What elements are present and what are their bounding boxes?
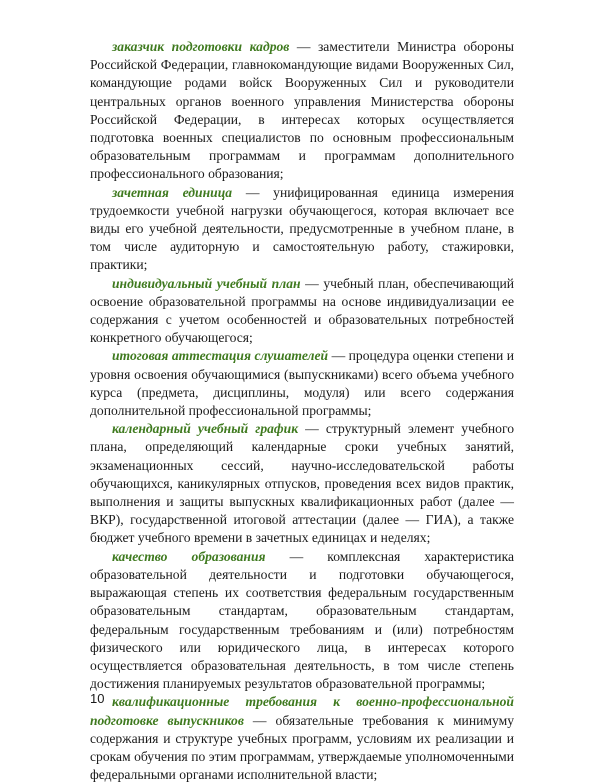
glossary-term: календарный учебный график bbox=[112, 421, 299, 437]
glossary-term: зачетная единица bbox=[112, 184, 233, 200]
document-page bbox=[90, 38, 514, 784]
page-number: 10 bbox=[90, 691, 105, 706]
glossary-entry bbox=[90, 184, 514, 275]
glossary-term: индивидуальный учебный план bbox=[112, 275, 301, 291]
glossary-term: квалификационные требования к военно-профессиональной подготовке выпускников bbox=[90, 694, 514, 728]
glossary-definition: — процедура оценки степени и уровня освоения обучающимися (выпускниками) всего объема учебного курса (предмета, дисциплины, модуля) или всего содержания дополнительной профессиональной программы; bbox=[90, 348, 514, 419]
glossary-definition: — комплексная характеристика образовательной деятельности и подготовки обучающегося, выражающая степень их соответствия федеральным государственным образовательным стандартам, образовательным стандартам, федеральным государственным требованиям и (или) потребностям физического или юридического лица, в интересах которого осуществляется образовательная деятельность, в том числе степень достижения планируемых результатов образовательной программы; bbox=[90, 548, 514, 692]
glossary-entry bbox=[90, 275, 514, 348]
glossary-entry bbox=[90, 38, 514, 184]
glossary-definition: — структурный элемент учебного плана, определяющий календарные сроки учебных занятий, экзаменационных сессий, научно-исследовательской работы обучающихся, каникулярных отпусков, проведения всех видов практик, выполнения и защиты выпускных квалификационных работ (далее — ВКР), государственной итоговой аттестации (далее — ГИА), а также бюджет учебного времени в зачетных единицах и неделях; bbox=[90, 421, 514, 546]
glossary-entry bbox=[90, 548, 514, 694]
glossary-term: итоговая аттестация слушателей bbox=[112, 348, 329, 364]
glossary-term: заказчик подготовки кадров bbox=[112, 39, 290, 54]
glossary-definition: — унифицированная единица измерения трудоемкости учебной нагрузки обучающегося, которая включает все виды его учебной деятельности, предусмотренные в учебном плане, в том числе аудиторную и самостоятельную работу, стажировки, практики; bbox=[90, 184, 514, 273]
glossary-term: качество образования bbox=[112, 548, 266, 564]
glossary-entry bbox=[90, 420, 514, 547]
glossary-definition: — обязательные требования к минимуму содержания и структуре учебных программ, условиям их реализации и срокам обучения по этим программам, утверждаемые уполномоченными федеральными органами исполнительной власти; bbox=[90, 712, 514, 783]
glossary-entry bbox=[90, 693, 514, 784]
glossary-definition: — заместители Министра обороны Российской Федерации, главнокомандующие видами Вооруженных Сил, командующие родами войск Вооруженных Сил и руководители центральных органов военного управления Министерства обороны Российской Федерации, в интересах которых осуществляется подготовка военных специалистов по основным профессиональным образовательным программам и программам дополнительного профессионального образования; bbox=[90, 39, 514, 182]
glossary-entry bbox=[90, 347, 514, 420]
glossary-definition: — учебный план, обеспечивающий освоение образовательной программы на основе индивидуализации ее содержания с учетом особенностей и образовательных потребностей конкретного обучающегося; bbox=[90, 275, 514, 346]
